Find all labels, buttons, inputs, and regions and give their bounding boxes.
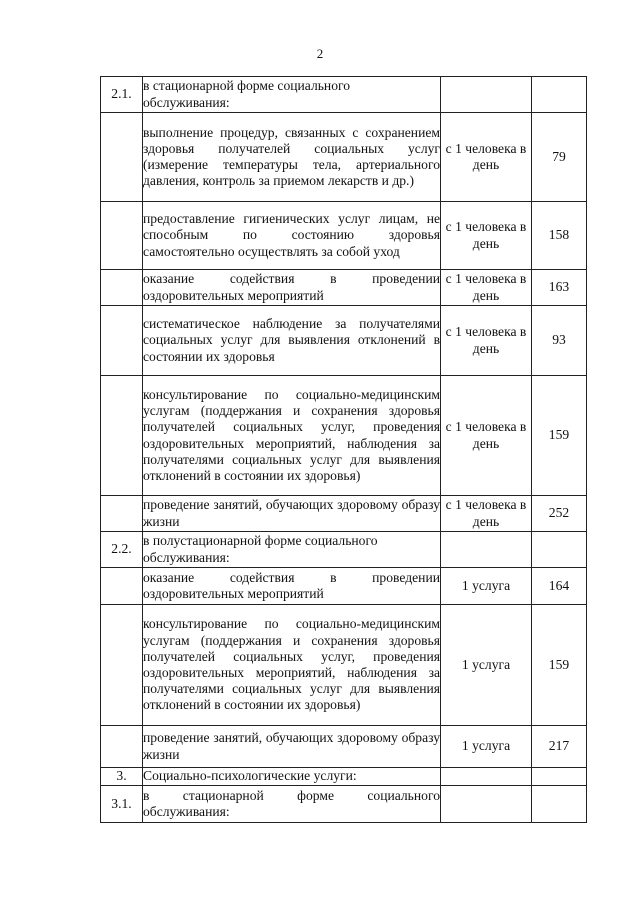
service-unit — [441, 768, 532, 786]
service-price — [532, 532, 587, 568]
row-number — [101, 376, 143, 496]
service-price: 159 — [532, 605, 587, 726]
service-unit — [441, 786, 532, 823]
service-name: проведение занятий, обучающих здоровому образу жизни — [143, 726, 441, 768]
service-unit: 1 услуга — [441, 605, 532, 726]
row-number: 2.2. — [101, 532, 143, 568]
service-price: 252 — [532, 496, 587, 532]
service-unit — [441, 532, 532, 568]
table-row — [101, 202, 587, 270]
service-price — [532, 786, 587, 823]
service-unit: с 1 человека в день — [441, 113, 532, 202]
service-unit: с 1 человека в день — [441, 202, 532, 270]
table-row — [101, 77, 587, 113]
tariff-table — [100, 76, 587, 823]
table-row — [101, 496, 587, 532]
service-name: выполнение процедур, связанных с сохранением здоровья получателей социальных услуг (измерение температуры тела, артериального давления, контроль за приемом лекарств и др.) — [143, 113, 441, 202]
row-number: 2.1. — [101, 77, 143, 113]
service-unit: с 1 человека в день — [441, 306, 532, 376]
table-row — [101, 768, 587, 786]
row-number — [101, 496, 143, 532]
table-row — [101, 376, 587, 496]
service-price: 217 — [532, 726, 587, 768]
row-number: 3. — [101, 768, 143, 786]
row-number — [101, 726, 143, 768]
service-unit: с 1 человека в день — [441, 270, 532, 306]
service-name: Социально-психологические услуги: — [143, 768, 441, 786]
service-name: консультирование по социально-медицинским услугам (поддержания и сохранения здоровья получателей социальных услуг, проведения оздоровительных мероприятий, наблюдения за получателями социальных услуг для выявления отклонений в состоянии их здоровья) — [143, 376, 441, 496]
service-price — [532, 77, 587, 113]
service-unit: с 1 человека в день — [441, 496, 532, 532]
service-name: в полустационарной форме социального обслуживания: — [143, 532, 441, 568]
service-price: 163 — [532, 270, 587, 306]
table-row — [101, 568, 587, 605]
service-price — [532, 768, 587, 786]
row-number — [101, 270, 143, 306]
service-name: оказание содействия в проведении оздоровительных мероприятий — [143, 270, 441, 306]
service-name: предоставление гигиенических услуг лицам, не способным по состоянию здоровья самостоятельно осуществлять за собой уход — [143, 202, 441, 270]
service-name: оказание содействия в проведении оздоровительных мероприятий — [143, 568, 441, 605]
service-price: 159 — [532, 376, 587, 496]
table-row — [101, 786, 587, 823]
service-price: 93 — [532, 306, 587, 376]
service-name: в стационарной форме социального обслуживания: — [143, 786, 441, 823]
row-number — [101, 306, 143, 376]
table-row — [101, 605, 587, 726]
page-number: 2 — [316, 46, 324, 61]
service-price: 79 — [532, 113, 587, 202]
table-row — [101, 726, 587, 768]
row-number — [101, 568, 143, 605]
service-name: проведение занятий, обучающих здоровому образу жизни — [143, 496, 441, 532]
service-unit — [441, 77, 532, 113]
table-row — [101, 270, 587, 306]
row-number — [101, 113, 143, 202]
service-name: в стационарной форме социального обслуживания: — [143, 77, 441, 113]
service-price: 158 — [532, 202, 587, 270]
service-unit: с 1 человека в день — [441, 376, 532, 496]
service-unit: 1 услуга — [441, 726, 532, 768]
service-name: консультирование по социально-медицинским услугам (поддержания и сохранения здоровья получателей социальных услуг, проведения оздоровительных мероприятий, наблюдения за получателями социальных услуг для выявления отклонений в состоянии их здоровья) — [143, 605, 441, 726]
row-number: 3.1. — [101, 786, 143, 823]
table-row — [101, 532, 587, 568]
row-number — [101, 202, 143, 270]
service-name: систематическое наблюдение за получателями социальных услуг для выявления отклонений в состоянии их здоровья — [143, 306, 441, 376]
service-price: 164 — [532, 568, 587, 605]
row-number — [101, 605, 143, 726]
service-unit: 1 услуга — [441, 568, 532, 605]
table-row — [101, 306, 587, 376]
table-row — [101, 113, 587, 202]
